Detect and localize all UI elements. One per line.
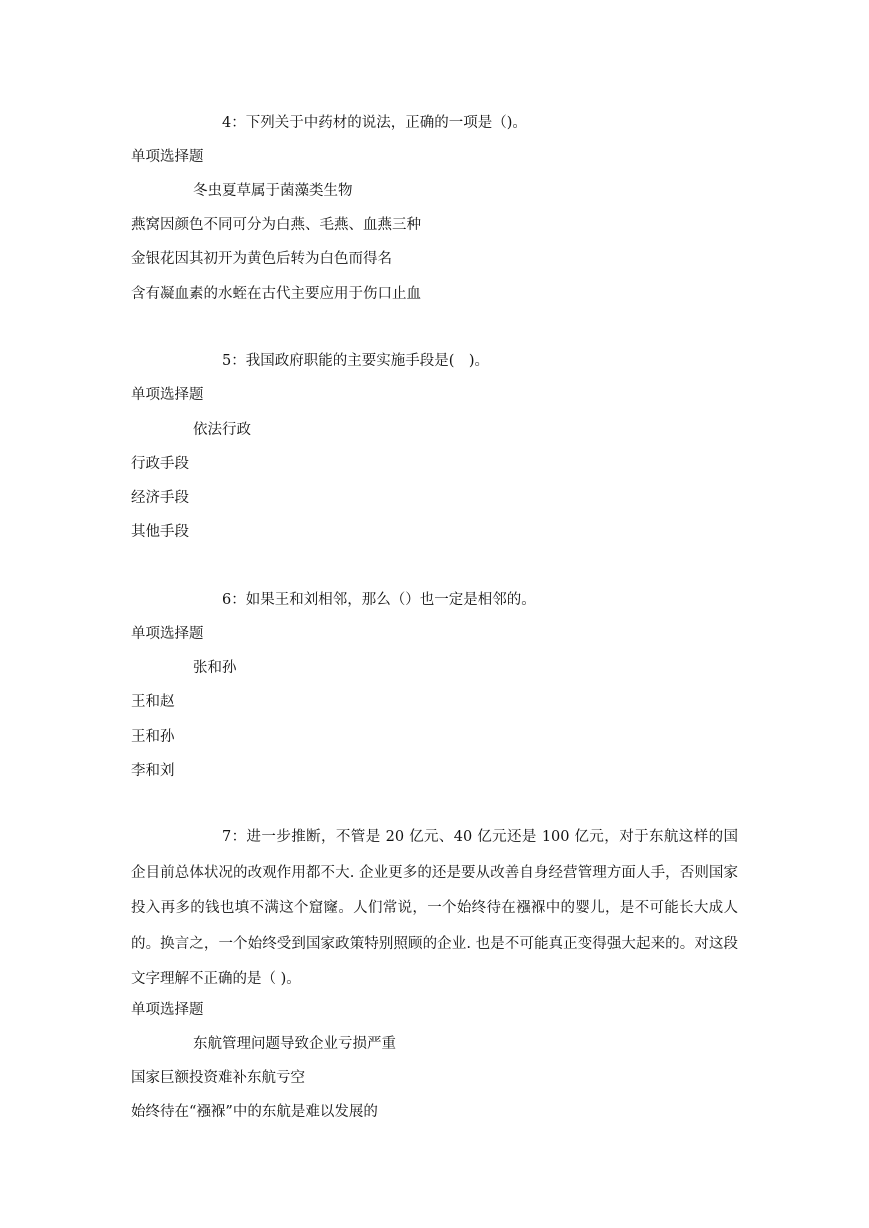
question-6-option-b: 王和赵 [131, 694, 175, 710]
question-6-option-d: 李和刘 [131, 763, 175, 779]
question-7-option-b: 国家巨额投资难补东航亏空 [131, 1070, 305, 1086]
question-6-option-c: 王和孙 [131, 729, 175, 745]
question-6-stem: 6：如果王和刘相邻，那么（）也一定是相邻的。 [222, 592, 536, 608]
question-5-option-c: 经济手段 [131, 490, 189, 506]
question-4-option-b: 燕窝因颜色不同可分为白燕、毛燕、血燕三种 [131, 217, 421, 233]
question-4-stem: 4：下列关于中药材的说法，正确的一项是（)。 [222, 115, 527, 131]
question-5-option-a: 依法行政 [193, 422, 251, 438]
question-5-option-b: 行政手段 [131, 456, 189, 472]
question-4-option-c: 金银花因其初开为黄色后转为白色而得名 [131, 251, 392, 267]
question-7-option-a: 东航管理问题导致企业亏损严重 [193, 1036, 396, 1052]
question-4-option-d: 含有凝血素的水蛭在古代主要应用于伤口止血 [131, 286, 421, 302]
question-5-stem: 5：我国政府职能的主要实施手段是( )。 [222, 353, 490, 369]
question-7-option-c: 始终待在“襁褓”中的东航是难以发展的 [131, 1104, 378, 1120]
question-7-stem: 7：进一步推断，不管是 20 亿元、40 亿元还是 100 亿元，对于东航这样的国企目前总体状况的改观作用都不大. 企业更多的还是要从改善自身经营管理方面人手，否则国家投入再多的钱也填不满这个窟窿。人们常说，一个始终待在襁褓中的婴儿，是不可能长大成人的。换言之，一个始终受到国家政策特别照顾的企业. 也是不可能真正变得强大起来的。对这段文字理解不正确的是（ )。 [131, 829, 738, 987]
question-6-option-a: 张和孙 [193, 660, 237, 676]
question-7-type: 单项选择题 [131, 1002, 204, 1018]
question-5-option-d: 其他手段 [131, 524, 189, 540]
question-4-option-a: 冬虫夏草属于菌藻类生物 [193, 183, 353, 199]
question-5-type: 单项选择题 [131, 387, 204, 403]
question-6-type: 单项选择题 [131, 626, 204, 642]
question-4-type: 单项选择题 [131, 149, 204, 165]
